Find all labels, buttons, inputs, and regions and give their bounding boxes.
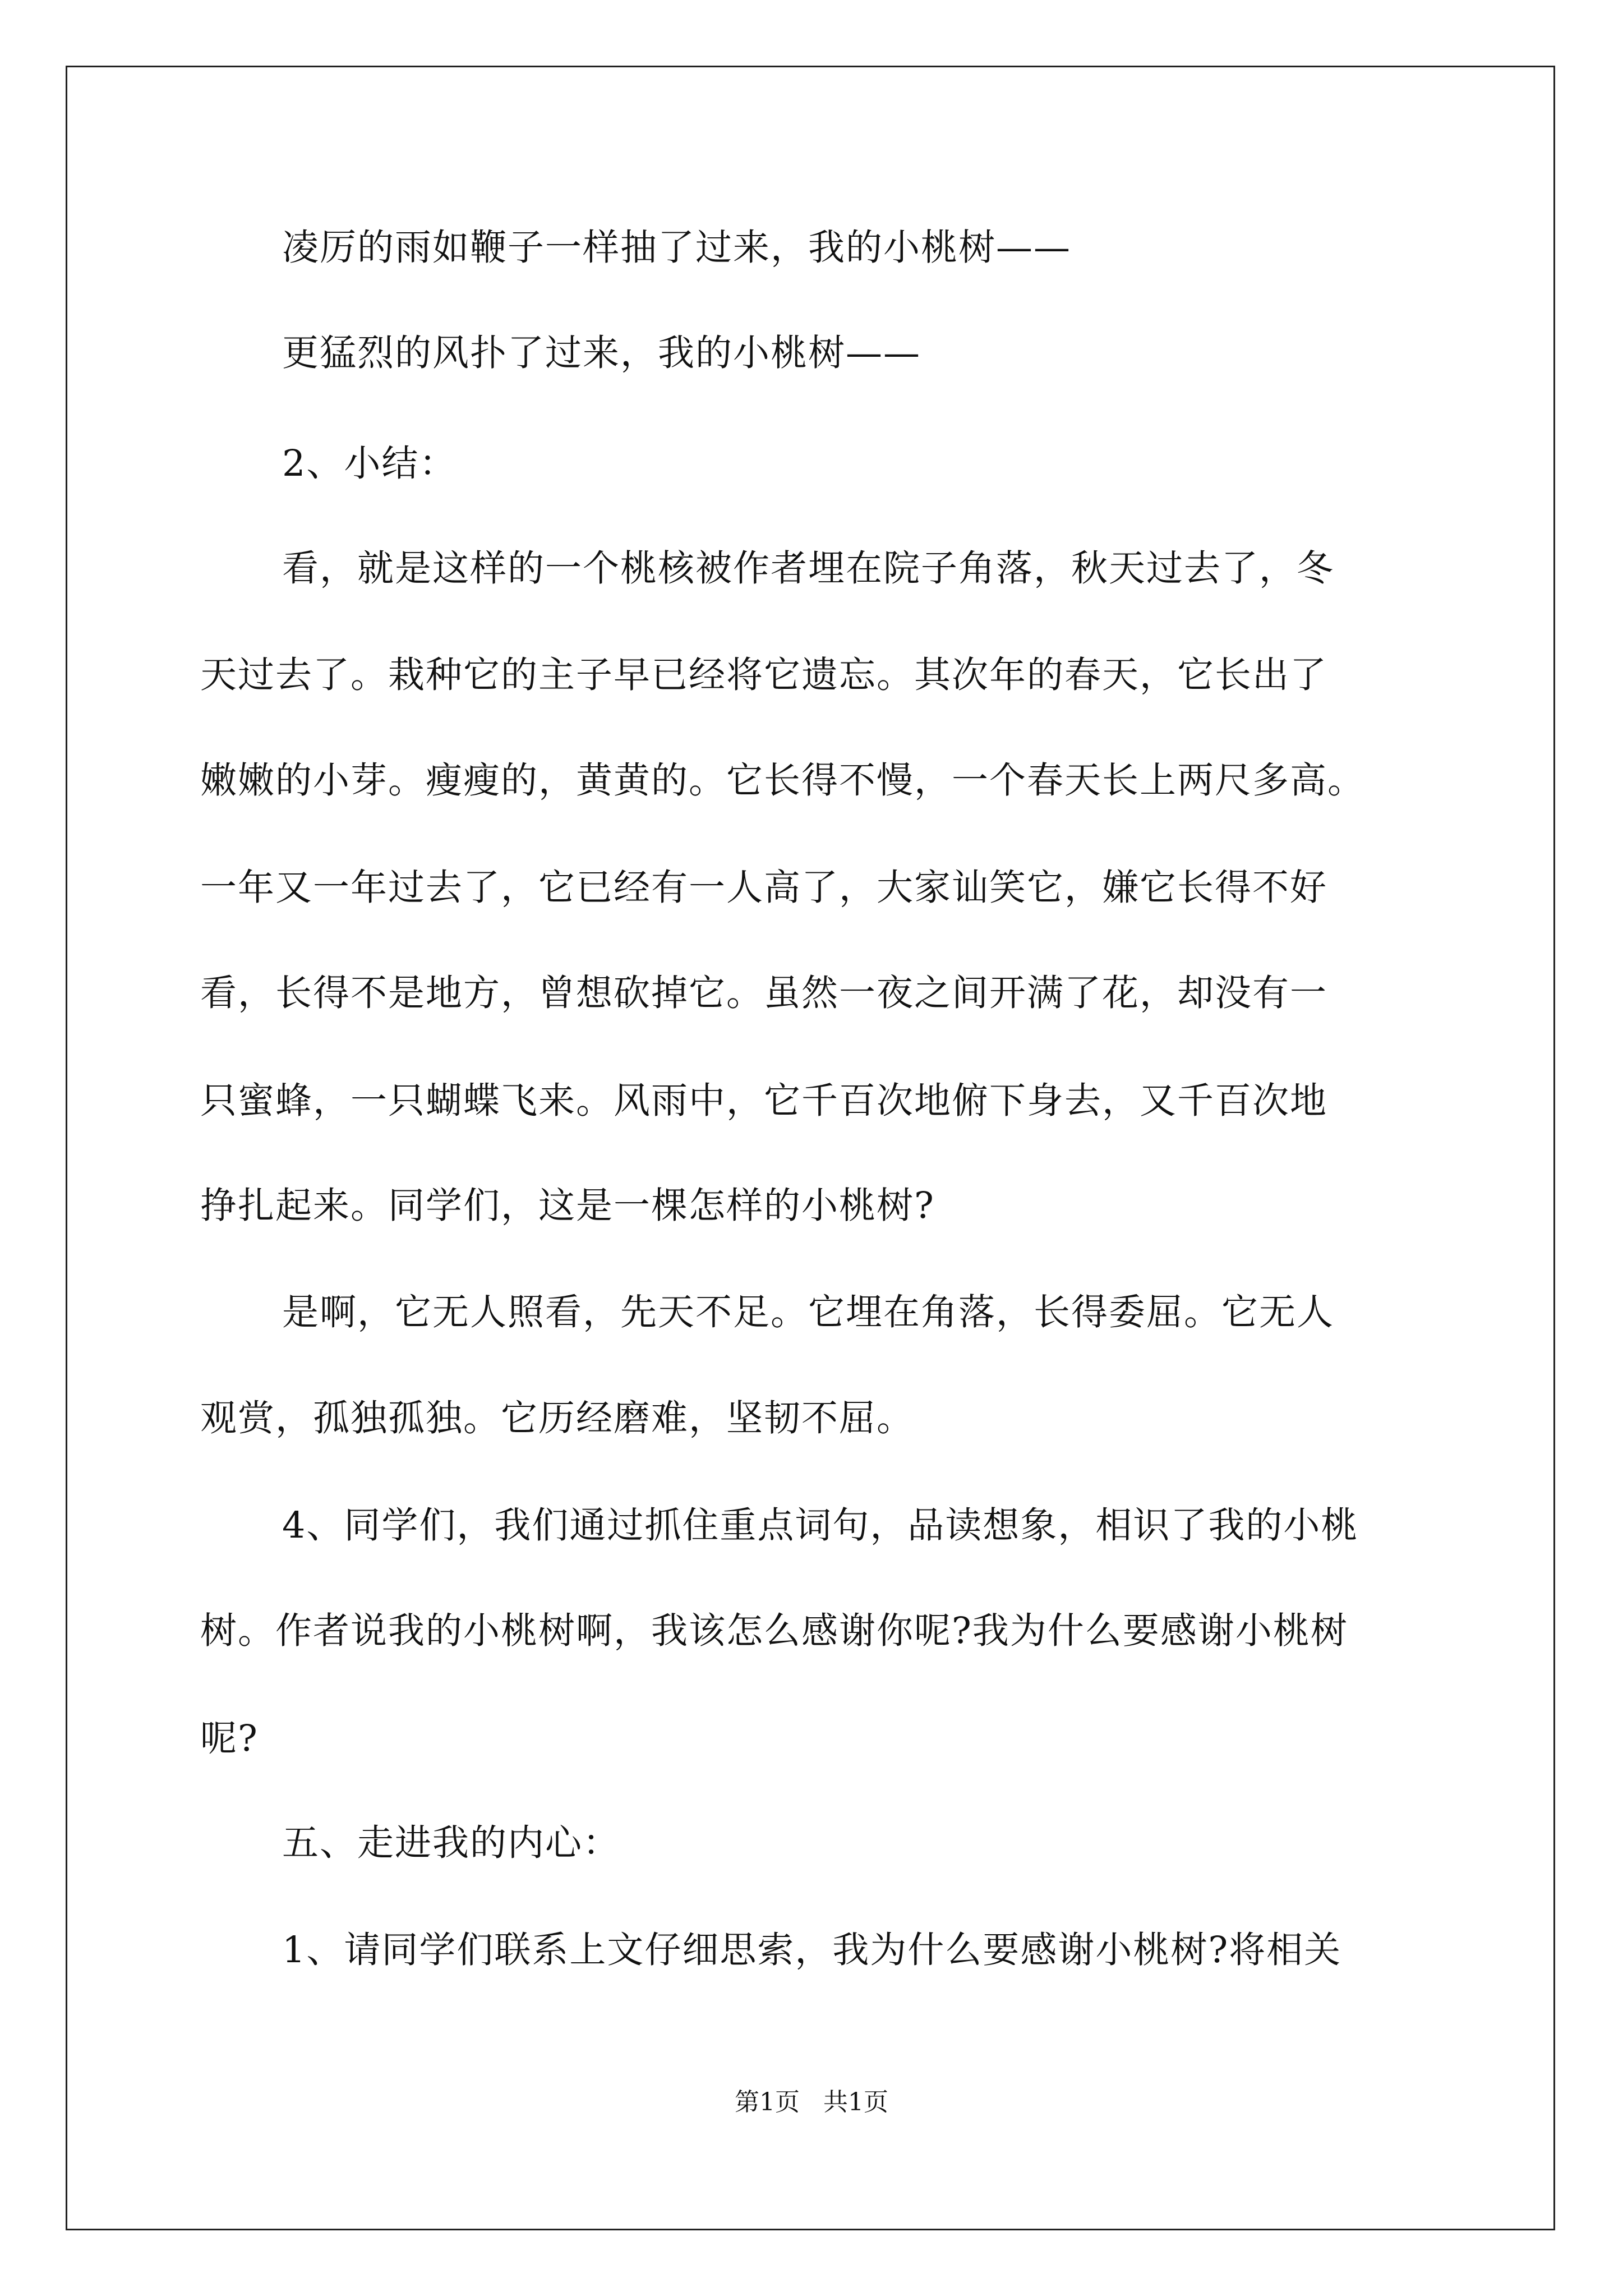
text-line: 树。作者说我的小桃树啊，我该怎么感谢你呢?我为什么要感谢小桃树: [200, 1610, 1348, 1652]
text-line: 天过去了。栽种它的主子早已经将它遗忘。其次年的春天，它长出了: [200, 654, 1328, 696]
text-line: 凌厉的雨如鞭子一样抽了过来，我的小桃树——: [282, 227, 1072, 269]
text-line: 2、小结：: [282, 443, 457, 485]
page-footer: 第1页 共1页: [735, 2088, 888, 2116]
text-line: 嫩嫩的小芽。瘦瘦的，黄黄的。它长得不慢，一个春天长上两尺多高。: [200, 760, 1366, 802]
text-line: 看，就是这样的一个桃核被作者埋在院子角落，秋天过去了，冬: [282, 547, 1335, 590]
text-line: 呢?: [200, 1718, 259, 1760]
page-border: [66, 66, 1555, 2230]
text-line: 观赏，孤独孤独。它历经磨难，坚韧不屈。: [200, 1397, 915, 1439]
text-line: 4、同学们，我们通过抓住重点词句，品读想象，相识了我的小桃: [282, 1504, 1359, 1547]
text-line: 是啊，它无人照看，先天不足。它埋在角落，长得委屈。它无人: [282, 1291, 1335, 1333]
text-line: 只蜜蜂，一只蝴蝶飞来。风雨中，它千百次地俯下身去，又千百次地: [200, 1080, 1328, 1122]
text-line: 1、请同学们联系上文仔细思索，我为什么要感谢小桃树?将相关: [282, 1929, 1342, 1971]
text-line: 挣扎起来。同学们，这是一棵怎样的小桃树?: [200, 1185, 935, 1227]
text-line: 五、走进我的内心：: [282, 1822, 621, 1864]
text-line: 更猛烈的风扑了过来，我的小桃树——: [282, 332, 921, 374]
text-line: 一年又一年过去了，它已经有一人高了，大家讪笑它，嫌它长得不好: [200, 867, 1328, 909]
text-line: 看，长得不是地方，曾想砍掉它。虽然一夜之间开满了花，却没有一: [200, 972, 1328, 1014]
